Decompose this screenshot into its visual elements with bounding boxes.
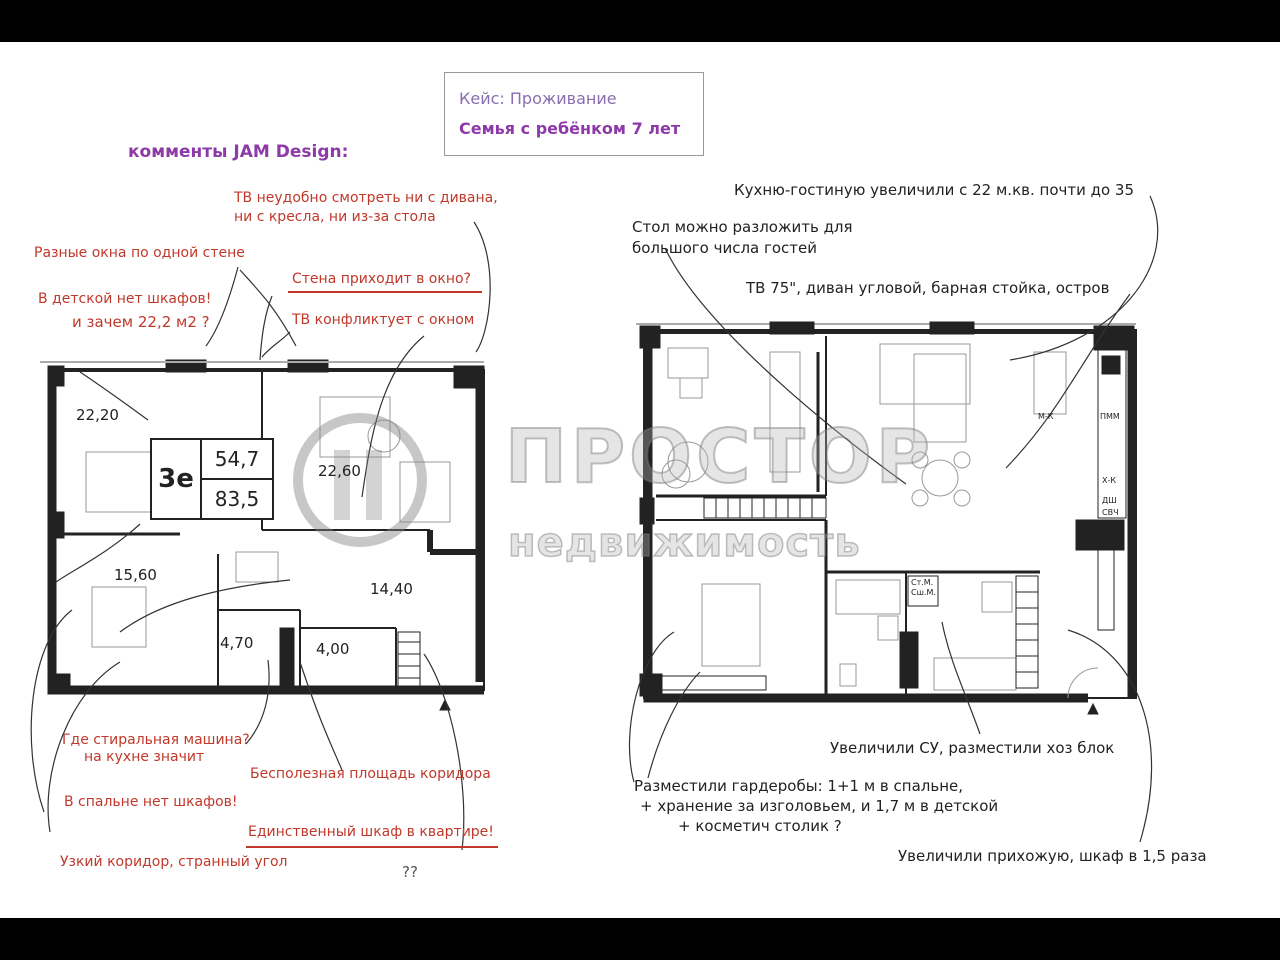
fixture-label: Сш.М. xyxy=(911,588,936,597)
case-title: Кейс: Проживание xyxy=(459,89,617,108)
watermark-title: ПРОСТОР xyxy=(505,414,935,500)
room-area: 4,70 xyxy=(220,634,254,652)
room-area: 15,60 xyxy=(114,566,157,584)
note-kids-1: В детской нет шкафов! xyxy=(38,291,212,307)
fixture-label: ДШ xyxy=(1102,496,1117,505)
watermark-logo-icon xyxy=(290,410,430,550)
case-subtitle: Семья с ребёнком 7 лет xyxy=(459,119,681,138)
note-corridor-waste: Бесполезная площадь коридора xyxy=(250,766,491,782)
note-table-2: большого числа гостей xyxy=(632,239,818,257)
living-area: 54,7 xyxy=(202,440,272,480)
room-area: 22,20 xyxy=(76,406,119,424)
note-wall-window: Стена приходит в окно? xyxy=(292,271,471,287)
note-wardrobes-3: + косметич столик ? xyxy=(678,817,842,835)
note-question: ?? xyxy=(402,863,418,881)
note-washer-2: на кухне значит xyxy=(84,749,205,765)
total-area: 83,5 xyxy=(214,487,260,511)
note-wardrobes-2: + хранение за изголовьем, и 1,7 м в детской xyxy=(640,797,999,815)
note-single-wardrobe: Единственный шкаф в квартире! xyxy=(248,824,494,840)
note-tv-view-1: ТВ неудобно смотреть ни с дивана, xyxy=(234,190,498,206)
note-wardrobes-1: Разместили гардеробы: 1+1 м в спальне, xyxy=(634,777,963,795)
note-tv75: ТВ 75", диван угловой, барная стойка, остров xyxy=(746,279,1110,297)
note-narrow-corridor: Узкий коридор, странный угол xyxy=(60,854,288,870)
top-black-bar xyxy=(0,0,1280,42)
note-tv-conflict: ТВ конфликтует с окном xyxy=(292,312,475,328)
note-table-1: Стол можно разложить для xyxy=(632,218,853,236)
watermark-subtitle: недвижимость xyxy=(508,520,861,566)
plan-sheet xyxy=(0,42,1280,918)
room-area: 4,00 xyxy=(316,640,350,658)
apartment-badge xyxy=(150,438,274,520)
note-bedroom-no-wardrobes: В спальне нет шкафов! xyxy=(64,794,238,810)
fixture-label: М-К xyxy=(1038,412,1054,421)
comments-heading: комменты JAM Design: xyxy=(128,142,349,162)
apartment-type: 3е xyxy=(152,440,202,518)
fixture-label: ПММ xyxy=(1100,412,1120,421)
room-area: 22,60 xyxy=(318,462,361,480)
fixture-label: СВЧ xyxy=(1102,508,1119,517)
note-tv-view-2: ни с кресла, ни из-за стола xyxy=(234,209,436,225)
fixture-label: Ст.М. xyxy=(911,578,934,587)
note-kids-2: и зачем 22,2 м2 ? xyxy=(72,313,210,331)
bottom-black-bar xyxy=(0,918,1280,960)
note-kitchen-enlarged: Кухню-гостиную увеличили с 22 м.кв. почти до 35 xyxy=(734,181,1135,199)
right-floor-plan xyxy=(636,322,1136,714)
note-windows: Разные окна по одной стене xyxy=(34,245,245,261)
note-washer-1: Где стиральная машина? xyxy=(62,732,250,748)
note-bathroom: Увеличили СУ, разместили хоз блок xyxy=(830,739,1115,757)
note-hallway: Увеличили прихожую, шкаф в 1,5 раза xyxy=(898,847,1207,865)
room-area: 14,40 xyxy=(370,580,413,598)
fixture-label: Х-К xyxy=(1102,476,1117,485)
